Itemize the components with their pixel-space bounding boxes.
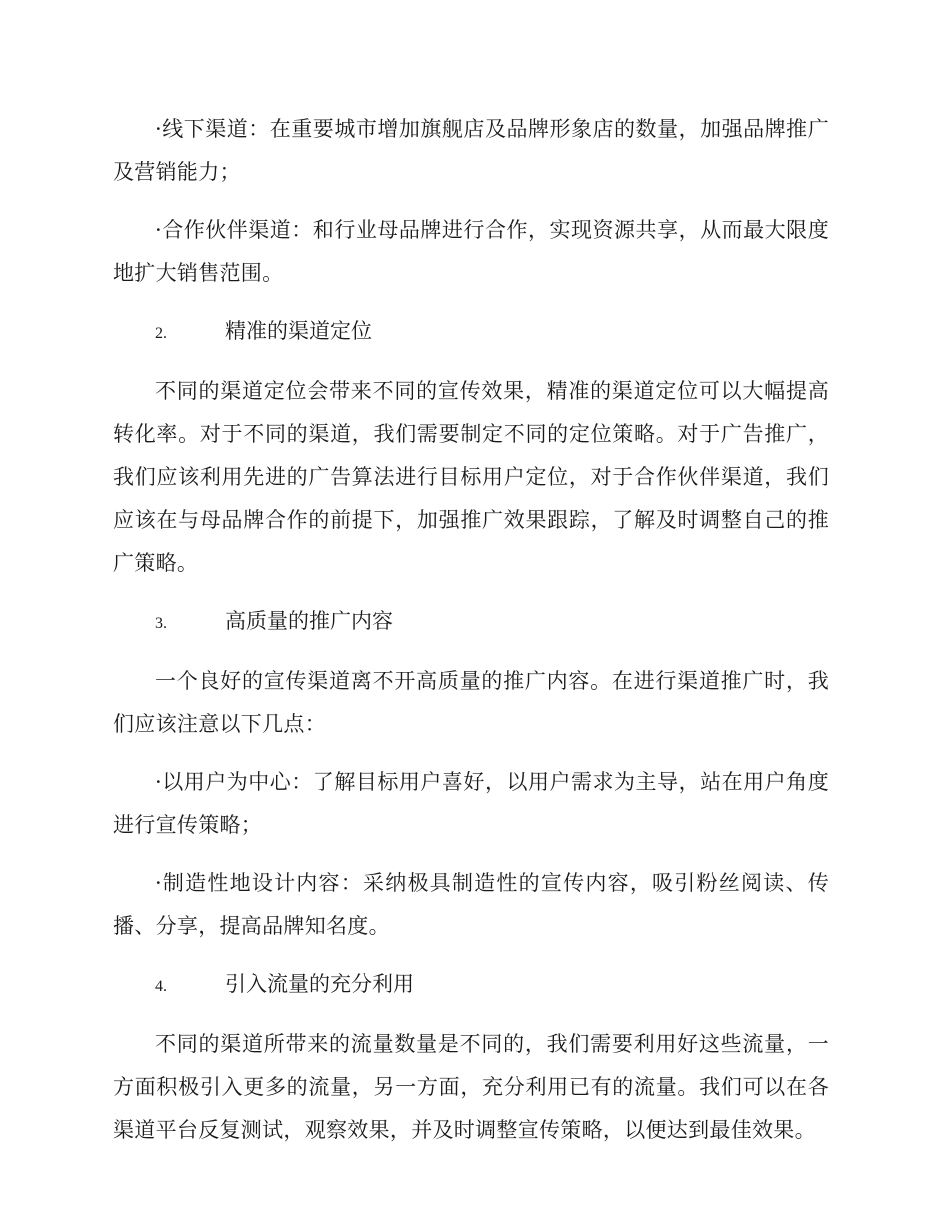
section-title: 精准的渠道定位: [225, 319, 372, 343]
document-body: [113, 108, 829, 1167]
bullet-user-centric: ·以用户为中心：了解目标用户喜好，以用户需求为主导，站在用户角度进行宣传策略；: [113, 770, 829, 837]
bullet-creative-content: ·制造性地设计内容：采纳极具制造性的宣传内容，吸引粉丝阅读、传播、分享，提高品牌知名度。: [113, 871, 829, 938]
bullet-partner-channel: ·合作伙伴渠道：和行业母品牌进行合作，实现资源共享，从而最大限度地扩大销售范围。: [113, 218, 829, 285]
section-heading-2: [113, 310, 829, 355]
section-heading-4: [113, 963, 829, 1008]
bullet-offline-channel: ·线下渠道：在重要城市增加旗舰店及品牌形象店的数量，加强品牌推广及营销能力；: [113, 117, 829, 184]
section-number: 3.: [155, 615, 167, 632]
paragraph-traffic-usage: 不同的渠道所带来的流量数量是不同的，我们需要利用好这些流量，一方面积极引入更多的流量，另一方面，充分利用已有的流量。我们可以在各渠道平台反复测试，观察效果，并及时调整宣传策略，以便达到最佳效果。: [113, 1032, 829, 1142]
section-title: 引入流量的充分利用: [225, 972, 414, 996]
paragraph-channel-positioning: 不同的渠道定位会带来不同的宣传效果，精准的渠道定位可以大幅提高转化率。对于不同的渠道，我们需要制定不同的定位策略。对于广告推广，我们应该利用先进的广告算法进行目标用户定位，对于合作伙伴渠道，我们应该在与母品牌合作的前提下，加强推广效果跟踪，了解及时调整自己的推广策略。: [113, 379, 829, 575]
section-number: 4.: [155, 978, 167, 995]
paragraph-quality-content: 一个良好的宣传渠道离不开高质量的推广内容。在进行渠道推广时，我们应该注意以下几点：: [113, 669, 829, 736]
section-title: 高质量的推广内容: [225, 609, 393, 633]
section-heading-3: [113, 600, 829, 645]
section-number: 2.: [155, 325, 167, 342]
